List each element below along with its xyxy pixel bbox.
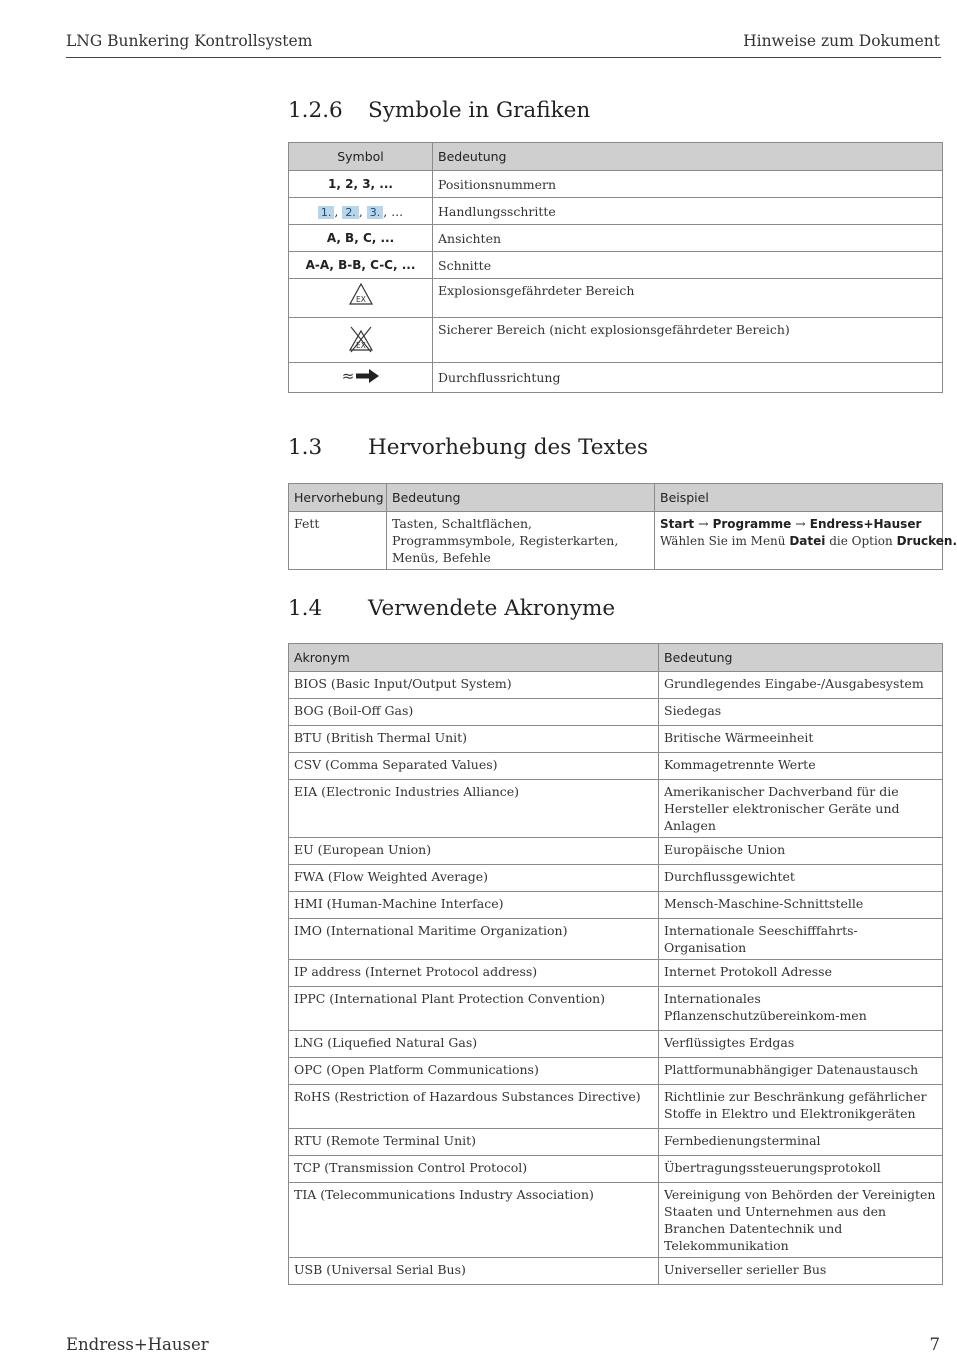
header-rule [66,57,941,58]
flow-direction-icon [341,368,381,384]
acronym-cell: IP address (Internet Protocol address) [289,960,659,987]
page-number: 7 [929,1335,940,1354]
symbols-table [288,142,943,393]
meaning-cell: Fernbedienungsterminal [659,1129,943,1156]
section-heading-1-4 [288,596,615,621]
table-row [289,919,943,960]
explosion-hazard-icon [348,282,374,306]
safe-area-icon [347,325,375,353]
column-header-meaning: Bedeutung [387,484,655,512]
emphasis-table [288,483,957,570]
meaning-cell: Explosionsgefährdeter Bereich [433,279,943,318]
acronym-cell: BIOS (Basic Input/Output System) [289,672,659,699]
meaning-cell: Schnitte [433,252,943,279]
section-number: 1.2.6 [288,98,343,123]
step-marker-2: 2. [342,206,359,219]
table-row [289,1085,943,1129]
example-path-programs: Programme [712,517,792,531]
meaning-cell: Übertragungssteuerungsprotokoll [659,1156,943,1183]
table-row [289,1129,943,1156]
section-title: Verwendete Akronyme [368,596,616,621]
acronym-cell: IMO (International Maritime Organization) [289,919,659,960]
meaning-cell: Internet Protokoll Adresse [659,960,943,987]
table-row [289,198,943,225]
table-header-row [289,143,943,171]
example-text-2: die Option [825,534,897,548]
table-row [289,1183,943,1258]
table-row [289,865,943,892]
acronym-cell: USB (Universal Serial Bus) [289,1258,659,1285]
meaning-cell: Durchflussrichtung [433,363,943,393]
acronym-cell: RoHS (Restriction of Hazardous Substances Directive) [289,1085,659,1129]
example-path-start: Start [660,517,695,531]
table-row [289,279,943,318]
arrow-right-icon: → [795,516,806,531]
meaning-cell: Europäische Union [659,838,943,865]
symbol-cell: A, B, C, ... [289,225,433,252]
meaning-cell: Internationales Pflanzenschutzübereinkom-men [659,987,943,1031]
emphasis-cell: Fett [289,512,387,570]
meaning-cell: Mensch-Maschine-Schnittstelle [659,892,943,919]
footer-brand: Endress+Hauser [66,1335,209,1354]
column-header-symbol: Symbol [289,143,433,171]
step-marker-1: 1. [318,206,335,219]
table-row [289,1258,943,1285]
acronym-cell: EU (European Union) [289,838,659,865]
table-row [289,780,943,838]
example-text-1: Wählen Sie im Menü [660,534,790,548]
section-number: 1.3 [288,435,323,460]
meaning-cell: Verflüssigtes Erdgas [659,1031,943,1058]
flow-wave-glyph: ≈ [341,366,354,385]
running-header-section: Hinweise zum Dokument [743,32,940,50]
running-header-title: LNG Bunkering Kontrollsystem [66,32,313,50]
table-row [289,838,943,865]
acronym-cell: EIA (Electronic Industries Alliance) [289,780,659,838]
meaning-cell: Positionsnummern [433,171,943,198]
acronym-cell: TCP (Transmission Control Protocol) [289,1156,659,1183]
meaning-cell: Kommagetrennte Werte [659,753,943,780]
step-marker-3: 3. [367,206,384,219]
safe-icon-label: EX [355,341,366,350]
table-row [289,1058,943,1085]
arrow-right-icon: → [698,516,709,531]
example-menu-path [660,515,940,533]
meaning-cell: Tasten, Schaltflächen, Programmsymbole, Registerkarten, Menüs, Befehle [387,512,655,570]
meaning-cell: Vereinigung von Behörden der Vereinigten Staaten und Unternehmen aus den Branchen Datentechnik und Telekommunikation [659,1183,943,1258]
meaning-cell: Handlungsschritte [433,198,943,225]
section-title: Symbole in Grafiken [368,98,591,123]
acronym-cell: BOG (Boil-Off Gas) [289,699,659,726]
symbol-cell [289,363,433,393]
table-row [289,892,943,919]
table-row [289,726,943,753]
table-header-row [289,644,943,672]
acronym-cell: IPPC (International Plant Protection Convention) [289,987,659,1031]
section-heading-1-3 [288,435,648,460]
acronym-cell: FWA (Flow Weighted Average) [289,865,659,892]
table-row [289,363,943,393]
column-header-meaning: Bedeutung [433,143,943,171]
section-heading-1-2-6 [288,98,590,123]
acronym-cell: LNG (Liquefied Natural Gas) [289,1031,659,1058]
meaning-cell: Grundlegendes Eingabe-/Ausgabesystem [659,672,943,699]
table-row [289,1156,943,1183]
meaning-cell: Richtlinie zur Beschränkung gefährlicher Stoffe in Elektro und Elektronikgeräten [659,1085,943,1129]
explosion-icon-label: EX [355,295,366,304]
column-header-meaning: Bedeutung [659,644,943,672]
acronym-cell: RTU (Remote Terminal Unit) [289,1129,659,1156]
table-row [289,252,943,279]
column-header-acronym: Akronym [289,644,659,672]
section-title: Hervorhebung des Textes [368,435,649,460]
acronym-cell: TIA (Telecommunications Industry Association) [289,1183,659,1258]
symbol-cell: 1. , 2. , 3. , ... [289,198,433,225]
table-row [289,987,943,1031]
section-number: 1.4 [288,596,323,621]
meaning-cell: Durchflussgewichtet [659,865,943,892]
meaning-cell: Internationale Seeschifffahrts-Organisation [659,919,943,960]
meaning-cell: Siedegas [659,699,943,726]
meaning-cell: Britische Wärmeeinheit [659,726,943,753]
acronym-cell: BTU (British Thermal Unit) [289,726,659,753]
table-row [289,960,943,987]
table-row [289,225,943,252]
meaning-cell: Amerikanischer Dachverband für die Hersteller elektronischer Geräte und Anlagen [659,780,943,838]
example-cell [655,512,957,570]
symbol-cell [289,279,433,318]
table-row [289,171,943,198]
symbol-cell [289,318,433,363]
column-header-example: Beispiel [655,484,943,512]
table-row [289,1031,943,1058]
table-row [289,512,943,570]
acronym-cell: CSV (Comma Separated Values) [289,753,659,780]
example-bold-menu: Datei [789,534,826,548]
example-bold-option: Drucken. [896,534,957,548]
meaning-cell: Sicherer Bereich (nicht explosionsgefährdeter Bereich) [433,318,943,363]
meaning-cell: Universeller serieller Bus [659,1258,943,1285]
table-row [289,753,943,780]
column-header-emphasis: Hervorhebung [289,484,387,512]
table-row [289,699,943,726]
example-instruction [660,533,957,550]
meaning-cell: Plattformunabhängiger Datenaustausch [659,1058,943,1085]
symbol-cell: 1, 2, 3, ... [289,171,433,198]
table-row [289,672,943,699]
acronyms-table-body [289,672,943,1285]
steps-suffix: , ... [383,203,404,219]
acronyms-table [288,643,943,1285]
meaning-cell: Ansichten [433,225,943,252]
acronym-cell: OPC (Open Platform Communications) [289,1058,659,1085]
example-path-vendor: Endress+Hauser [809,517,922,531]
table-header-row [289,484,943,512]
table-row [289,318,943,363]
acronym-cell: HMI (Human-Machine Interface) [289,892,659,919]
symbol-cell: A-A, B-B, C-C, ... [289,252,433,279]
